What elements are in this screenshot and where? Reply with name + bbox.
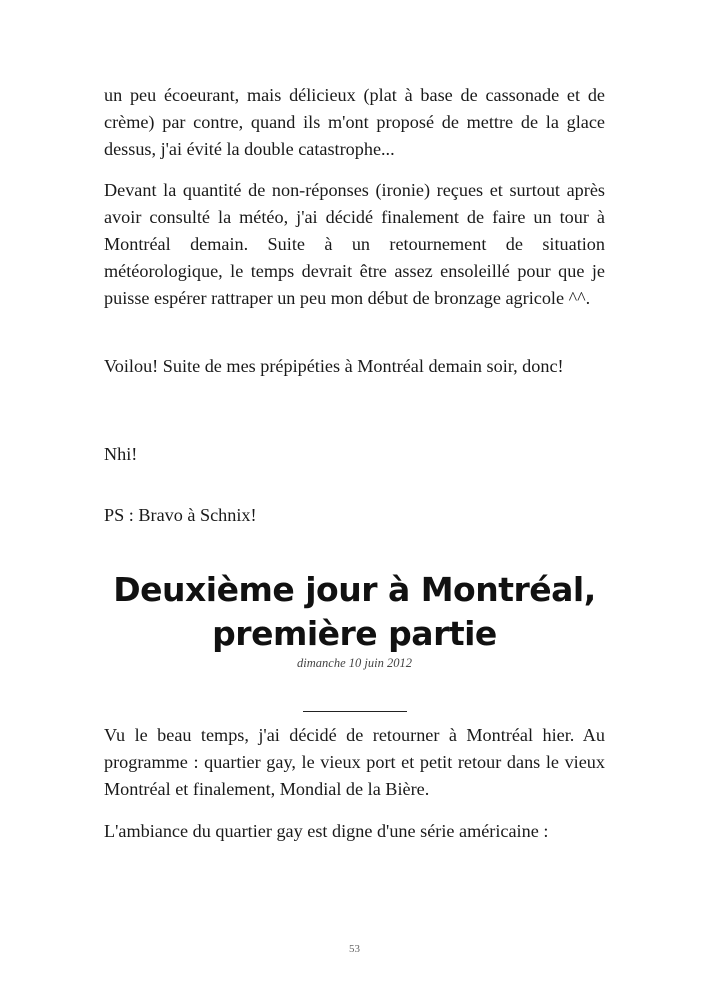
article-date: dimanche 10 juin 2012 <box>297 656 412 670</box>
article-title-line-1: Deuxième jour à Montréal, <box>113 570 596 609</box>
paragraph-signoff: Nhi! <box>104 444 138 464</box>
paragraph-creme-dessert: un peu écoeurant, mais délicieux (plat à base de cassonade et de crème) par contre, quand ils m'ont proposé de mettre de la glace dessus, j'ai évité la double catastrophe... <box>104 85 605 159</box>
paragraph-voilou: Voilou! Suite de mes prépipéties à Montréal demain soir, donc! <box>104 356 564 376</box>
paragraph-weather-decision: Devant la quantité de non-réponses (ironie) reçues et surtout après avoir consulté la météo, j'ai décidé finalement de faire un tour à Montréal demain. Suite à un retournement de situation météorologique, le temps devrait être assez ensoleillé pour que je puisse espérer rattraper un peu mon début de bronzage agricole ^^. <box>104 180 605 308</box>
article-title <box>60 568 649 656</box>
paragraph-itinerary: Vu le beau temps, j'ai décidé de retourner à Montréal hier. Au programme : quartier gay, le vieux port et petit retour dans le vieux Montréal et finalement, Mondial de la Bière. <box>104 725 605 799</box>
page-number: 53 <box>349 943 360 955</box>
article-title-line-2: première partie <box>212 614 497 653</box>
paragraph-postscript: PS : Bravo à Schnix! <box>104 505 257 525</box>
paragraph-gay-village: L'ambiance du quartier gay est digne d'une série américaine : <box>104 821 549 841</box>
title-divider <box>303 711 407 712</box>
